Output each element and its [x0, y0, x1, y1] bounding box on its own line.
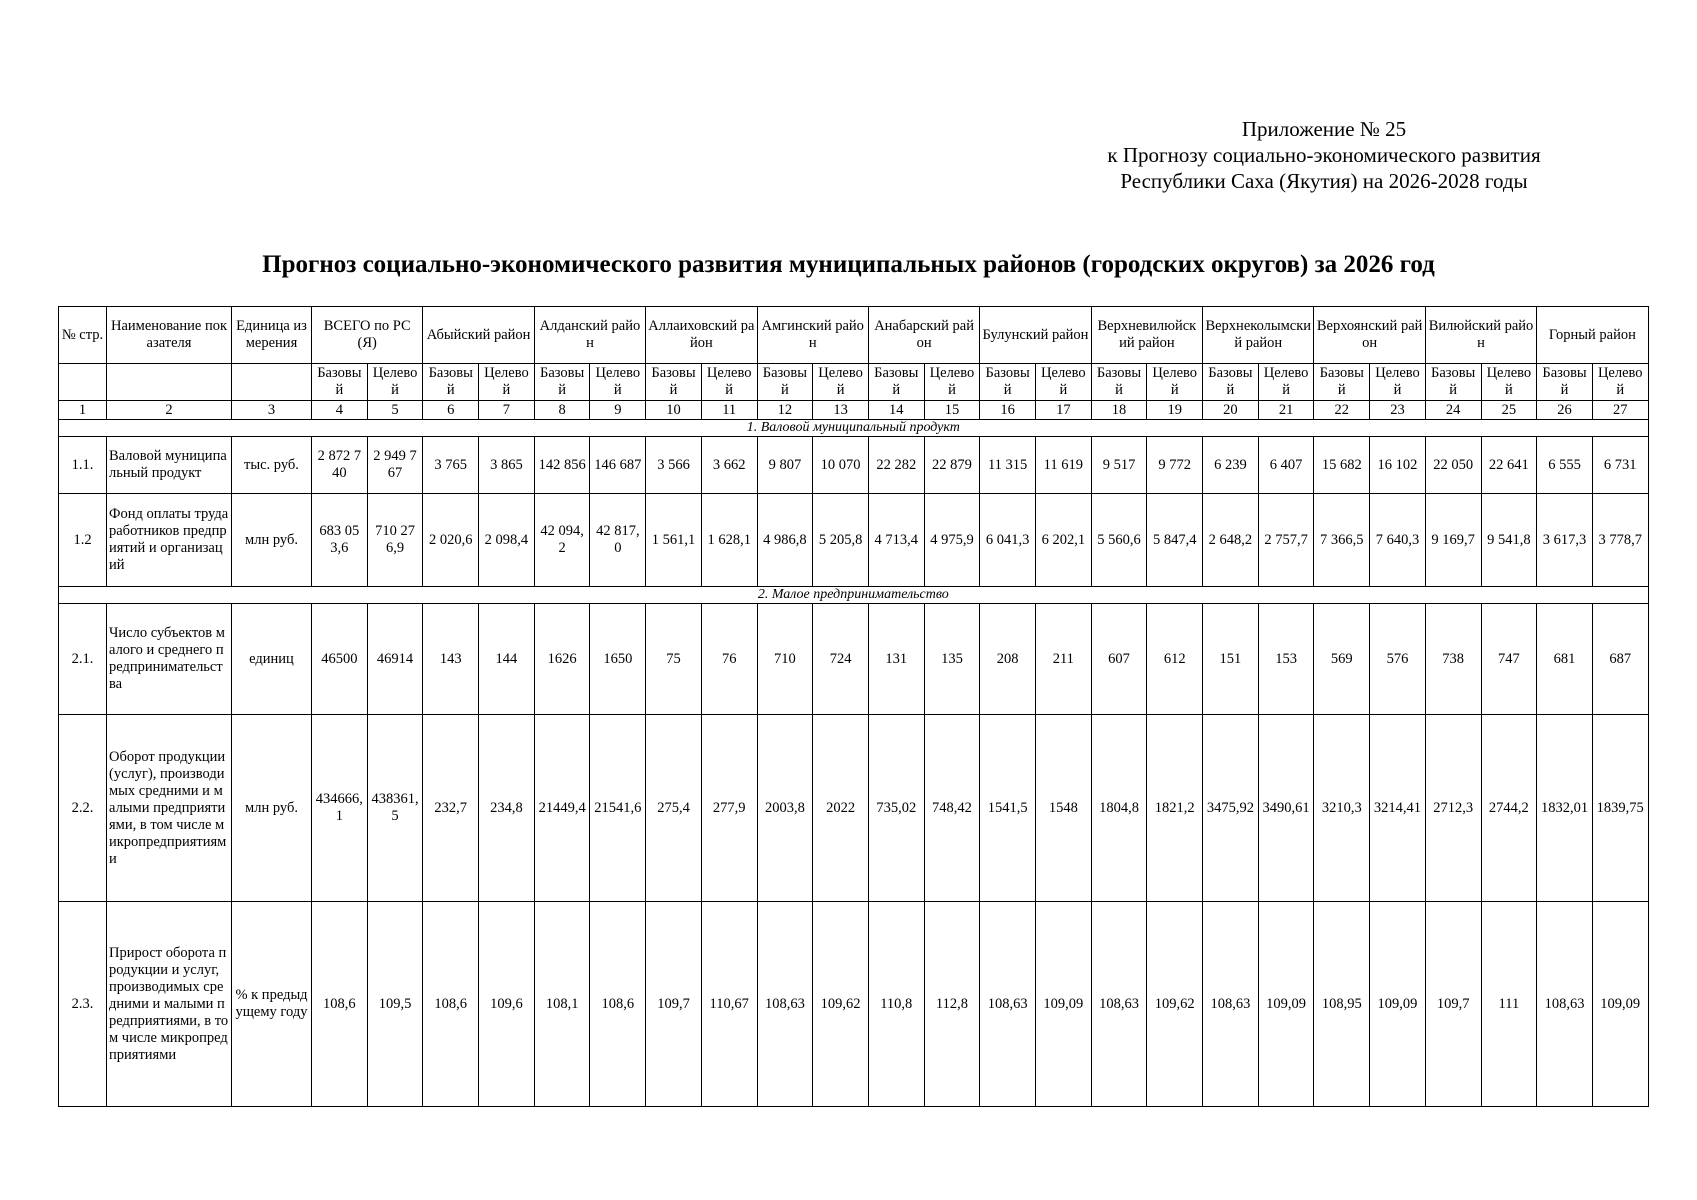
row-value: 3 662 [701, 437, 757, 494]
header-region: Верхоянский район [1314, 307, 1425, 364]
column-number: 7 [479, 401, 535, 420]
row-name: Прирост оборота продукции и услуг, производимых средними и малыми предприятиями, в том числе микропредприятиями [107, 902, 232, 1107]
row-value: 6 407 [1258, 437, 1314, 494]
header-region: Вилюйский район [1425, 307, 1536, 364]
row-value: 2 648,2 [1203, 494, 1259, 587]
header-target: Целевой [1592, 364, 1648, 401]
row-value: 277,9 [701, 715, 757, 902]
row-value: 1839,75 [1592, 715, 1648, 902]
row-value: 46500 [312, 604, 368, 715]
row-value: 747 [1481, 604, 1537, 715]
header-target: Целевой [924, 364, 980, 401]
row-value: 208 [980, 604, 1036, 715]
row-num: 1.2 [59, 494, 107, 587]
row-value: 9 169,7 [1425, 494, 1481, 587]
row-value: 111 [1481, 902, 1537, 1107]
row-value: 1821,2 [1147, 715, 1203, 902]
column-number: 18 [1091, 401, 1147, 420]
row-value: 9 772 [1147, 437, 1203, 494]
column-number: 20 [1203, 401, 1259, 420]
column-number: 23 [1370, 401, 1426, 420]
column-number: 6 [423, 401, 479, 420]
row-value: 2 098,4 [479, 494, 535, 587]
page-title: Прогноз социально-экономического развития муниципальных районов (городских округов) за 2026 год [262, 251, 1435, 278]
row-value: 3475,92 [1203, 715, 1259, 902]
row-value: 135 [924, 604, 980, 715]
row-value: 7 640,3 [1370, 494, 1426, 587]
row-value: 21449,4 [534, 715, 590, 902]
header-region: Верхневилюйский район [1091, 307, 1202, 364]
column-number: 5 [367, 401, 423, 420]
row-num: 2.2. [59, 715, 107, 902]
header-target: Целевой [1035, 364, 1091, 401]
table-row [59, 604, 1649, 715]
table-row [59, 715, 1649, 902]
row-value: 7 366,5 [1314, 494, 1370, 587]
row-value: 109,09 [1370, 902, 1426, 1107]
row-name: Валовой муниципальный продукт [107, 437, 232, 494]
row-value: 109,09 [1035, 902, 1091, 1107]
row-value: 109,7 [646, 902, 702, 1107]
forecast-table [58, 306, 1649, 1107]
row-value: 232,7 [423, 715, 479, 902]
row-value: 108,95 [1314, 902, 1370, 1107]
appendix-line-1: Приложение № 25 [1241, 117, 1407, 141]
row-value: 142 856 [534, 437, 590, 494]
section-title: 1. Валовой муниципальный продукт [59, 420, 1649, 437]
row-value: 3490,61 [1258, 715, 1314, 902]
row-value: 1626 [534, 604, 590, 715]
column-number: 1 [59, 401, 107, 420]
header-region: Булунский район [980, 307, 1091, 364]
row-value: 16 102 [1370, 437, 1426, 494]
row-value: 153 [1258, 604, 1314, 715]
row-value: 42 817,0 [590, 494, 646, 587]
row-value: 1804,8 [1091, 715, 1147, 902]
appendix-line-3: Республики Саха (Якутия) на 2026-2028 годы [1120, 169, 1528, 193]
row-value: 109,62 [813, 902, 869, 1107]
row-value: 9 517 [1091, 437, 1147, 494]
header-target: Целевой [701, 364, 757, 401]
row-unit: единиц [232, 604, 312, 715]
row-value: 1 561,1 [646, 494, 702, 587]
row-value: 108,63 [757, 902, 813, 1107]
row-value: 46914 [367, 604, 423, 715]
row-value: 5 560,6 [1091, 494, 1147, 587]
row-value: 109,6 [479, 902, 535, 1107]
row-value: 15 682 [1314, 437, 1370, 494]
row-name: Фонд оплаты труда работников предприятий и организаций [107, 494, 232, 587]
header-region: Алданский район [534, 307, 645, 364]
row-value: 76 [701, 604, 757, 715]
row-value: 683 053,6 [312, 494, 368, 587]
row-value: 3210,3 [1314, 715, 1370, 902]
row-value: 108,63 [1537, 902, 1593, 1107]
header-base: Базовый [423, 364, 479, 401]
column-number: 17 [1035, 401, 1091, 420]
section-title: 2. Малое предпринимательство [59, 587, 1649, 604]
row-value: 112,8 [924, 902, 980, 1107]
row-value: 5 205,8 [813, 494, 869, 587]
row-value: 275,4 [646, 715, 702, 902]
row-value: 143 [423, 604, 479, 715]
row-value: 131 [868, 604, 924, 715]
header-region: Аллаиховский район [646, 307, 757, 364]
column-number: 3 [232, 401, 312, 420]
column-number: 12 [757, 401, 813, 420]
row-value: 2003,8 [757, 715, 813, 902]
row-value: 2022 [813, 715, 869, 902]
row-value: 434666,1 [312, 715, 368, 902]
column-number: 21 [1258, 401, 1314, 420]
column-number: 19 [1147, 401, 1203, 420]
row-name: Оборот продукции (услуг), производимых средними и малыми предприятиями, в том числе микропредприятиями [107, 715, 232, 902]
row-value: 3214,41 [1370, 715, 1426, 902]
row-value: 2 757,7 [1258, 494, 1314, 587]
row-value: 108,6 [312, 902, 368, 1107]
header-base: Базовый [757, 364, 813, 401]
row-value: 108,6 [590, 902, 646, 1107]
header-region: Верхнеколымский район [1203, 307, 1314, 364]
row-value: 3 778,7 [1592, 494, 1648, 587]
row-value: 681 [1537, 604, 1593, 715]
row-value: 75 [646, 604, 702, 715]
header-region: Горный район [1537, 307, 1648, 364]
row-value: 2744,2 [1481, 715, 1537, 902]
column-number: 11 [701, 401, 757, 420]
row-value: 146 687 [590, 437, 646, 494]
row-value: 108,63 [980, 902, 1036, 1107]
row-value: 109,09 [1258, 902, 1314, 1107]
table-row [59, 902, 1649, 1107]
row-value: 6 555 [1537, 437, 1593, 494]
table-row [59, 494, 1649, 587]
row-value: 2712,3 [1425, 715, 1481, 902]
column-number: 9 [590, 401, 646, 420]
row-value: 1832,01 [1537, 715, 1593, 902]
row-value: 9 541,8 [1481, 494, 1537, 587]
table-row [59, 437, 1649, 494]
row-value: 6 239 [1203, 437, 1259, 494]
header-region: Абыйский район [423, 307, 534, 364]
row-value: 687 [1592, 604, 1648, 715]
row-num: 1.1. [59, 437, 107, 494]
row-value: 10 070 [813, 437, 869, 494]
row-value: 110,8 [868, 902, 924, 1107]
header-empty-cell [232, 364, 312, 401]
row-value: 612 [1147, 604, 1203, 715]
header-base: Базовый [980, 364, 1036, 401]
row-value: 2 949 767 [367, 437, 423, 494]
row-value: 211 [1035, 604, 1091, 715]
row-value: 108,63 [1203, 902, 1259, 1107]
header-name: Наименование показателя [107, 307, 232, 364]
row-value: 4 975,9 [924, 494, 980, 587]
header-num: № стр. [59, 307, 107, 364]
row-value: 710 276,9 [367, 494, 423, 587]
row-value: 710 [757, 604, 813, 715]
header-base: Базовый [1425, 364, 1481, 401]
row-value: 22 641 [1481, 437, 1537, 494]
appendix-line-2: к Прогнозу социально-экономического развития [1107, 143, 1541, 167]
header-region: Анабарский район [868, 307, 979, 364]
row-value: 109,7 [1425, 902, 1481, 1107]
row-value: 738 [1425, 604, 1481, 715]
header-empty-cell [107, 364, 232, 401]
header-base: Базовый [1091, 364, 1147, 401]
row-value: 607 [1091, 604, 1147, 715]
column-number: 15 [924, 401, 980, 420]
row-value: 151 [1203, 604, 1259, 715]
row-value: 735,02 [868, 715, 924, 902]
header-row-base-target [59, 364, 1649, 401]
row-value: 109,62 [1147, 902, 1203, 1107]
row-value: 4 986,8 [757, 494, 813, 587]
section-row-gmp [59, 420, 1649, 437]
header-base: Базовый [1314, 364, 1370, 401]
column-number: 13 [813, 401, 869, 420]
header-base: Базовый [646, 364, 702, 401]
row-value: 3 765 [423, 437, 479, 494]
header-target: Целевой [479, 364, 535, 401]
header-base: Базовый [534, 364, 590, 401]
header-base: Базовый [1537, 364, 1593, 401]
header-target: Целевой [367, 364, 423, 401]
row-unit: тыс. руб. [232, 437, 312, 494]
section-row-small-business [59, 587, 1649, 604]
header-row-regions [59, 307, 1649, 364]
row-value: 109,09 [1592, 902, 1648, 1107]
column-number: 16 [980, 401, 1036, 420]
row-value: 724 [813, 604, 869, 715]
row-value: 9 807 [757, 437, 813, 494]
column-number: 26 [1537, 401, 1593, 420]
row-value: 11 619 [1035, 437, 1091, 494]
row-value: 108,1 [534, 902, 590, 1107]
row-unit: млн руб. [232, 494, 312, 587]
row-value: 2 872 740 [312, 437, 368, 494]
header-row-column-numbers [59, 401, 1649, 420]
row-value: 1541,5 [980, 715, 1036, 902]
row-value: 438361,5 [367, 715, 423, 902]
row-value: 22 282 [868, 437, 924, 494]
row-value: 4 713,4 [868, 494, 924, 587]
header-target: Целевой [1147, 364, 1203, 401]
header-target: Целевой [1258, 364, 1314, 401]
row-unit: % к предыдущему году [232, 902, 312, 1107]
row-value: 6 041,3 [980, 494, 1036, 587]
row-value: 1 628,1 [701, 494, 757, 587]
row-value: 3 865 [479, 437, 535, 494]
column-number: 25 [1481, 401, 1537, 420]
row-value: 3 617,3 [1537, 494, 1593, 587]
row-value: 234,8 [479, 715, 535, 902]
row-value: 21541,6 [590, 715, 646, 902]
row-value: 576 [1370, 604, 1426, 715]
header-unit: Единица измерения [232, 307, 312, 364]
header-region: Амгинский район [757, 307, 868, 364]
appendix-note [1044, 116, 1604, 194]
column-number: 2 [107, 401, 232, 420]
row-num: 2.3. [59, 902, 107, 1107]
row-value: 3 566 [646, 437, 702, 494]
row-value: 6 731 [1592, 437, 1648, 494]
row-unit: млн руб. [232, 715, 312, 902]
header-target: Целевой [590, 364, 646, 401]
header-region: ВСЕГО по РС (Я) [312, 307, 423, 364]
row-value: 5 847,4 [1147, 494, 1203, 587]
header-target: Целевой [813, 364, 869, 401]
column-number: 14 [868, 401, 924, 420]
header-base: Базовый [868, 364, 924, 401]
row-value: 108,6 [423, 902, 479, 1107]
column-number: 10 [646, 401, 702, 420]
header-target: Целевой [1481, 364, 1537, 401]
row-name: Число субъектов малого и среднего предпринимательства [107, 604, 232, 715]
row-value: 1650 [590, 604, 646, 715]
column-number: 8 [534, 401, 590, 420]
row-value: 569 [1314, 604, 1370, 715]
row-value: 22 050 [1425, 437, 1481, 494]
column-number: 4 [312, 401, 368, 420]
row-value: 6 202,1 [1035, 494, 1091, 587]
column-number: 22 [1314, 401, 1370, 420]
header-base: Базовый [1203, 364, 1259, 401]
row-value: 22 879 [924, 437, 980, 494]
row-value: 108,63 [1091, 902, 1147, 1107]
column-number: 24 [1425, 401, 1481, 420]
header-empty-cell [59, 364, 107, 401]
row-num: 2.1. [59, 604, 107, 715]
row-value: 109,5 [367, 902, 423, 1107]
row-value: 748,42 [924, 715, 980, 902]
header-target: Целевой [1370, 364, 1426, 401]
row-value: 1548 [1035, 715, 1091, 902]
row-value: 42 094,2 [534, 494, 590, 587]
row-value: 144 [479, 604, 535, 715]
row-value: 110,67 [701, 902, 757, 1107]
row-value: 11 315 [980, 437, 1036, 494]
column-number: 27 [1592, 401, 1648, 420]
row-value: 2 020,6 [423, 494, 479, 587]
header-base: Базовый [312, 364, 368, 401]
